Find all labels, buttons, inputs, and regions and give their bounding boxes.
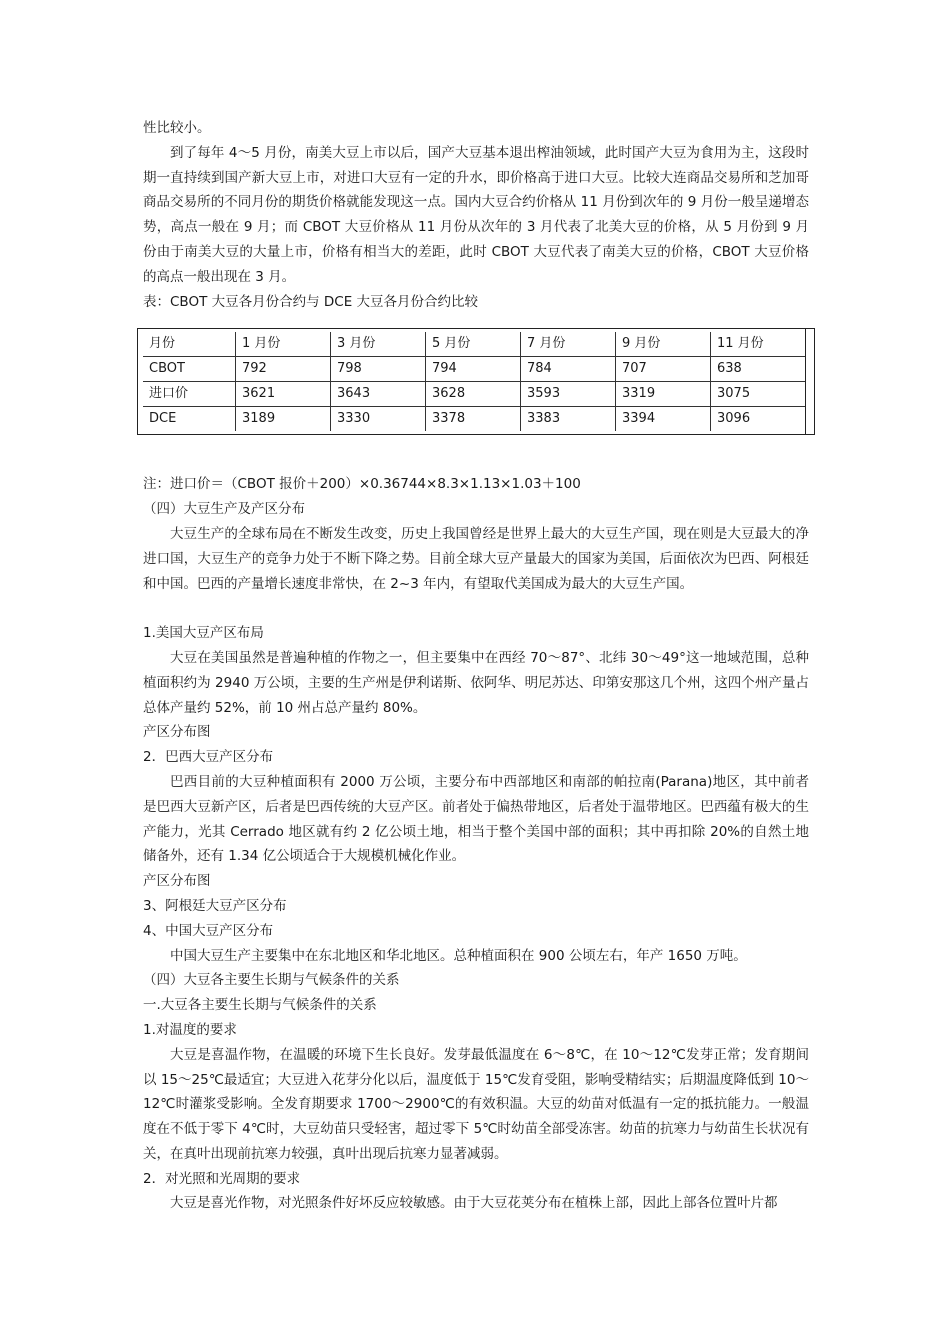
heading: 2．巴西大豆产区分布 (143, 749, 274, 766)
table-cell: 进口价 (143, 382, 236, 407)
heading: 3、阿根廷大豆产区分布 (143, 897, 287, 914)
table-cell: 3628 (426, 382, 521, 407)
paragraph: 大豆在美国虽然是普遍种植的作物之一，但主要集中在西经 70～87°、北纬 30～49°这一地域范围，总种植面积约为 2940 万公顷，主要的生产州是伊利诺斯、依阿华、明尼苏达、印第安那这几个州，这四个州产量占总体产量约 52%，前 10 州占总产量约 80%。 (143, 649, 809, 716)
heading: 一.大豆各主要生长期与气候条件的关系 (143, 997, 377, 1014)
table-cell: 3383 (521, 407, 616, 432)
table-cell: 3096 (711, 407, 806, 432)
table-header-row (143, 332, 805, 357)
heading: （四）大豆各主要生长期与气候条件的关系 (143, 972, 400, 989)
heading: 产区分布图 (143, 873, 211, 890)
table-cell: 3189 (236, 407, 331, 432)
table-header-cell: 1 月份 (236, 332, 331, 357)
heading: 4、中国大豆产区分布 (143, 922, 274, 939)
table-row (143, 407, 805, 432)
price-comparison-table (143, 332, 805, 431)
table-cell: 3378 (426, 407, 521, 432)
table-cell: 3394 (616, 407, 711, 432)
heading: 产区分布图 (143, 724, 211, 741)
table-caption: 表：CBOT 大豆各月份合约与 DCE 大豆各月份合约比较 (143, 293, 479, 310)
heading: 2．对光照和光周期的要求 (143, 1170, 301, 1187)
paragraph: 大豆是喜温作物，在温暖的环境下生长良好。发芽最低温度在 6～8℃，在 10～12℃发芽正常；发育期间以 15～25℃最适宜；大豆进入花芽分化以后，温度低于 15℃发育受阻，影响受精结实；后期温度降低到 10～12℃时灌浆受影响。全发育期要求 1700～2900℃的有效积温。大豆的幼苗对低温有一定的抵抗能力。一般温度在不低于零下 4℃时，大豆幼苗只受轻害，超过零下 5℃时幼苗全部受冻害。幼苗的抗寒力与幼苗生长状况有关，在真叶出现前抗寒力较强，真叶出现后抗寒力显著减弱。 (143, 1046, 809, 1162)
table-header-cell: 11 月份 (711, 332, 806, 357)
table-cell: CBOT (143, 357, 236, 382)
regions-section (143, 621, 809, 1216)
production-section (143, 472, 809, 596)
table-cell: 3643 (331, 382, 426, 407)
document-body (143, 116, 809, 1216)
table-cell: 3593 (521, 382, 616, 407)
table-cell: 638 (711, 357, 806, 382)
price-comparison-table-frame (137, 328, 815, 435)
paragraph: 到了每年 4～5 月份，南美大豆上市以后，国产大豆基本退出榨油领域，此时国产大豆为食用为主，这段时期一直持续到国产新大豆上市，对进口大豆有一定的升水，即价格高于进口大豆。比较大连商品交易所和芝加哥商品交易所的不同月份的期货价格就能发现这一点。国内大豆合约价格从 11 月份到次年的 9 月份一般呈递增态势，高点一般在 9 月；而 CBOT 大豆价格从 11 月份从次年的 3 月代表了北美大豆的价格，从 5 月份到 9 月份由于南美大豆的大量上市，价格有相当大的差距，此时 CBOT 大豆代表了南美大豆的价格，CBOT 大豆价格的高点一般出现在 3 月。 (143, 144, 809, 285)
paragraph: 巴西目前的大豆种植面积有 2000 万公顷，主要分布中西部地区和南部的帕拉南(Parana)地区，其中前者是巴西大豆新产区，后者是巴西传统的大豆产区。前者处于偏热带地区，后者处于温带地区。巴西蕴有极大的生产能力，光其 Cerrado 地区就有约 2 亿公顷土地，相当于整个美国中部的面积；其中再扣除 20%的自然土地储备外，还有 1.34 亿公顷适合于大规模机械化作业。 (143, 773, 809, 865)
table-cell: DCE (143, 407, 236, 432)
table-cell: 784 (521, 357, 616, 382)
paragraph: 大豆是喜光作物，对光照条件好坏反应较敏感。由于大豆花荚分布在植株上部，因此上部各位置叶片都 (170, 1195, 778, 1212)
table-cell: 798 (331, 357, 426, 382)
table-header-cell: 7 月份 (521, 332, 616, 357)
intro-section (143, 116, 809, 314)
table-header-cell: 月份 (143, 332, 236, 357)
table-cell: 3319 (616, 382, 711, 407)
table-cell: 3075 (711, 382, 806, 407)
section-heading: （四）大豆生产及产区分布 (143, 501, 305, 518)
paragraph: 中国大豆生产主要集中在东北地区和华北地区。总种植面积在 900 公顷左右，年产 1650 万吨。 (170, 947, 747, 964)
table-header-cell: 5 月份 (426, 332, 521, 357)
table-cell: 794 (426, 357, 521, 382)
table-header-cell: 3 月份 (331, 332, 426, 357)
paragraph: 大豆生产的全球布局在不断发生改变，历史上我国曾经是世界上最大的大豆生产国，现在则是大豆最大的净进口国，大豆生产的竞争力处于不断下降之势。目前全球大豆产量最大的国家为美国，后面依次为巴西、阿根廷和中国。巴西的产量增长速度非常快，在 2~3 年内，有望取代美国成为最大的大豆生产国。 (143, 525, 809, 592)
heading: 1.对温度的要求 (143, 1021, 237, 1038)
formula-note: 注：进口价＝（CBOT 报价＋200）×0.36744×8.3×1.13×1.03＋100 (143, 476, 581, 493)
heading: 1.美国大豆产区布局 (143, 625, 264, 642)
paragraph: 性比较小。 (143, 120, 211, 136)
table-cell: 707 (616, 357, 711, 382)
table-cell: 3330 (331, 407, 426, 432)
table-row (143, 382, 805, 407)
table-row (143, 357, 805, 382)
table-cell: 792 (236, 357, 331, 382)
table-cell: 3621 (236, 382, 331, 407)
table-header-cell: 9 月份 (616, 332, 711, 357)
